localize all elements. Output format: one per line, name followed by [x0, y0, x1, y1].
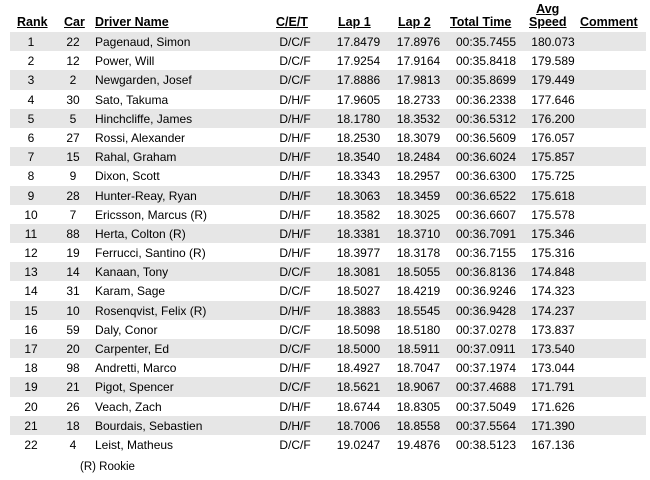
cell-total-time: 00:35.8699 [455, 73, 517, 88]
cell-lap2: 18.5055 [396, 265, 441, 280]
cell-car: 30 [66, 92, 80, 107]
cell-lap2: 18.3710 [396, 226, 441, 241]
cell-avg-speed: 173.540 [531, 342, 575, 356]
header-comment: Comment [580, 15, 638, 29]
cell-cet: D/C/F [279, 342, 311, 356]
cell-cet: D/H/F [279, 150, 311, 165]
cell-avg-speed: 171.390 [531, 418, 575, 433]
cell-cet: D/C/F [279, 265, 311, 280]
cell-rank: 10 [24, 207, 38, 222]
cell-car: 9 [69, 169, 77, 184]
cell-driver-name: Veach, Zach [95, 399, 162, 414]
cell-avg-speed: 173.044 [531, 361, 575, 376]
cell-driver-name: Bourdais, Sebastien [95, 418, 203, 433]
table-row [10, 166, 646, 185]
header-driver-name: Driver Name [95, 15, 169, 29]
cell-cet: D/H/F [279, 169, 311, 184]
cell-driver-name: Kanaan, Tony [95, 265, 169, 280]
cell-car: 5 [69, 111, 77, 126]
cell-cet: D/H/F [279, 361, 311, 376]
cell-car: 31 [66, 284, 80, 299]
table-body [10, 32, 646, 454]
cell-rank: 13 [24, 265, 38, 280]
cell-avg-speed: 175.725 [531, 169, 575, 184]
header-avg-speed-line2: Speed [529, 15, 567, 29]
table-row [10, 109, 646, 128]
cell-cet: D/H/F [279, 207, 311, 222]
header-rank: Rank [17, 15, 48, 29]
cell-lap2: 19.4876 [396, 437, 441, 452]
table-row [10, 416, 646, 435]
header-lap1: Lap 1 [338, 15, 371, 29]
table-row [10, 377, 646, 396]
cell-lap1: 17.9254 [336, 54, 381, 69]
table-row [10, 339, 646, 358]
cell-lap1: 18.3883 [336, 303, 381, 318]
cell-lap2: 17.8976 [396, 35, 441, 49]
cell-car: 59 [66, 322, 80, 337]
cell-driver-name: Rahal, Graham [95, 150, 177, 165]
cell-rank: 9 [27, 188, 35, 203]
cell-driver-name: Sato, Takuma [95, 92, 169, 107]
cell-driver-name: Ericsson, Marcus (R) [95, 207, 208, 222]
cell-total-time: 00:37.4688 [455, 380, 517, 395]
cell-lap1: 18.3977 [336, 246, 381, 261]
cell-driver-name: Pigot, Spencer [95, 380, 174, 395]
cell-rank: 5 [27, 111, 35, 126]
table-row [10, 243, 646, 262]
cell-cet: D/H/F [279, 418, 311, 433]
cell-driver-name: Herta, Colton (R) [95, 226, 186, 241]
cell-cet: D/C/F [279, 35, 311, 49]
table-row [10, 358, 646, 377]
table-row [10, 320, 646, 339]
cell-driver-name: Leist, Matheus [95, 437, 174, 452]
cell-car: 4 [69, 437, 77, 452]
cell-total-time: 00:36.5312 [455, 111, 517, 126]
cell-driver-name: Karam, Sage [95, 284, 166, 299]
cell-lap2: 18.3025 [396, 207, 441, 222]
cell-lap1: 18.3381 [336, 226, 381, 241]
cell-avg-speed: 174.323 [531, 284, 575, 299]
cell-rank: 18 [24, 361, 38, 376]
cell-car: 12 [66, 54, 80, 69]
cell-rank: 17 [24, 342, 38, 356]
table-header [10, 0, 646, 32]
cell-total-time: 00:37.1974 [455, 361, 517, 376]
cell-lap1: 18.3582 [336, 207, 381, 222]
cell-rank: 19 [24, 380, 38, 395]
cell-lap1: 18.6744 [336, 399, 381, 414]
cell-rank: 2 [27, 54, 35, 69]
cell-avg-speed: 175.316 [531, 246, 575, 261]
cell-lap2: 18.9067 [396, 380, 441, 395]
cell-rank: 14 [24, 284, 38, 299]
table-row [10, 301, 646, 320]
cell-avg-speed: 177.646 [531, 92, 575, 107]
cell-car: 27 [66, 130, 80, 145]
table-row [10, 397, 646, 416]
cell-lap2: 18.2957 [396, 169, 441, 184]
table-row [10, 70, 646, 89]
cell-cet: D/C/F [279, 322, 311, 337]
cell-lap2: 18.7047 [396, 361, 441, 376]
cell-lap2: 18.8558 [396, 418, 441, 433]
table-row [10, 32, 646, 51]
cell-lap2: 18.3079 [396, 130, 441, 145]
cell-lap1: 17.9605 [336, 92, 381, 107]
table-row [10, 224, 646, 243]
rookie-footnote: (R) Rookie [80, 461, 135, 473]
header-car: Car [64, 15, 85, 29]
table-row [10, 128, 646, 147]
cell-rank: 12 [24, 246, 38, 261]
cell-avg-speed: 175.857 [531, 150, 575, 165]
header-avg-speed-line1: Avg [536, 2, 560, 16]
cell-car: 15 [66, 150, 80, 165]
cell-rank: 22 [24, 437, 38, 452]
cell-avg-speed: 175.578 [531, 207, 575, 222]
cell-total-time: 00:36.5609 [455, 130, 517, 145]
cell-cet: D/H/F [279, 92, 311, 107]
cell-driver-name: Ferrucci, Santino (R) [95, 246, 206, 261]
cell-avg-speed: 180.073 [531, 35, 575, 49]
cell-cet: D/C/F [279, 284, 311, 299]
cell-cet: D/H/F [279, 246, 311, 261]
cell-lap1: 18.3540 [336, 150, 381, 165]
cell-total-time: 00:36.8136 [455, 265, 517, 280]
table-row [10, 90, 646, 109]
cell-car: 2 [69, 73, 77, 88]
cell-car: 88 [66, 226, 80, 241]
cell-car: 14 [66, 265, 80, 280]
cell-driver-name: Newgarden, Josef [95, 73, 192, 88]
cell-lap1: 18.1780 [336, 111, 381, 126]
cell-total-time: 00:37.5564 [455, 418, 517, 433]
table-row [10, 435, 646, 454]
cell-total-time: 00:37.0278 [455, 322, 517, 337]
cell-car: 18 [66, 418, 80, 433]
cell-lap1: 17.8886 [336, 73, 381, 88]
cell-lap2: 18.3178 [396, 246, 441, 261]
cell-lap2: 17.9813 [396, 73, 441, 88]
cell-car: 28 [66, 188, 80, 203]
cell-car: 19 [66, 246, 80, 261]
cell-rank: 20 [24, 399, 38, 414]
cell-total-time: 00:36.9246 [455, 284, 517, 299]
cell-driver-name: Rosenqvist, Felix (R) [95, 303, 207, 318]
cell-lap2: 18.8305 [396, 399, 441, 414]
cell-car: 21 [66, 380, 80, 395]
cell-lap1: 18.5621 [336, 380, 381, 395]
cell-cet: D/C/F [279, 437, 311, 452]
cell-lap2: 18.3532 [396, 111, 441, 126]
cell-lap1: 19.0247 [336, 437, 381, 452]
cell-driver-name: Andretti, Marco [95, 361, 177, 376]
cell-cet: D/H/F [279, 130, 311, 145]
cell-avg-speed: 179.449 [531, 73, 575, 88]
cell-car: 22 [66, 35, 80, 49]
cell-car: 20 [66, 342, 80, 356]
cell-rank: 3 [27, 73, 35, 88]
cell-rank: 1 [27, 35, 35, 49]
cell-rank: 11 [24, 226, 38, 241]
cell-lap1: 18.3081 [336, 265, 381, 280]
cell-avg-speed: 179.589 [531, 54, 575, 69]
cell-lap1: 18.5027 [336, 284, 381, 299]
cell-lap2: 18.5545 [396, 303, 441, 318]
cell-car: 26 [66, 399, 80, 414]
cell-total-time: 00:36.2338 [455, 92, 517, 107]
cell-cet: D/H/F [279, 226, 311, 241]
header-avg-speed [529, 3, 567, 29]
cell-lap2: 18.3459 [396, 188, 441, 203]
cell-car: 98 [66, 361, 80, 376]
cell-lap1: 18.2530 [336, 130, 381, 145]
table-row [10, 205, 646, 224]
cell-lap1: 18.3343 [336, 169, 381, 184]
cell-car: 10 [66, 303, 80, 318]
cell-avg-speed: 171.791 [531, 380, 575, 395]
cell-car: 7 [69, 207, 77, 222]
cell-lap1: 18.4927 [336, 361, 381, 376]
cell-total-time: 00:36.6024 [455, 150, 517, 165]
cell-rank: 6 [27, 130, 35, 145]
cell-cet: D/H/F [279, 188, 311, 203]
cell-cet: D/H/F [279, 303, 311, 318]
cell-avg-speed: 176.057 [531, 130, 575, 145]
cell-cet: D/C/F [279, 54, 311, 69]
table-row [10, 186, 646, 205]
cell-cet: D/H/F [279, 399, 311, 414]
cell-lap1: 17.8479 [336, 35, 381, 49]
cell-driver-name: Carpenter, Ed [95, 342, 170, 356]
cell-avg-speed: 174.848 [531, 265, 575, 280]
cell-driver-name: Hunter-Reay, Ryan [95, 188, 197, 203]
cell-total-time: 00:36.6522 [455, 188, 517, 203]
cell-driver-name: Daly, Conor [95, 322, 158, 337]
cell-rank: 16 [24, 322, 38, 337]
cell-lap1: 18.5098 [336, 322, 381, 337]
cell-driver-name: Power, Will [95, 54, 155, 69]
cell-lap1: 18.5000 [336, 342, 381, 356]
cell-total-time: 00:37.5049 [455, 399, 517, 414]
cell-avg-speed: 174.237 [531, 303, 575, 318]
cell-avg-speed: 173.837 [531, 322, 575, 337]
cell-cet: D/C/F [279, 380, 311, 395]
cell-rank: 7 [27, 150, 35, 165]
table-row [10, 147, 646, 166]
cell-total-time: 00:35.8418 [455, 54, 517, 69]
table-row [10, 51, 646, 70]
cell-cet: D/H/F [279, 111, 311, 126]
cell-lap1: 18.3063 [336, 188, 381, 203]
cell-total-time: 00:35.7455 [455, 35, 517, 49]
cell-avg-speed: 171.626 [531, 399, 575, 414]
cell-total-time: 00:36.6607 [455, 207, 517, 222]
cell-total-time: 00:36.6300 [455, 169, 517, 184]
cell-rank: 21 [24, 418, 38, 433]
cell-avg-speed: 176.200 [531, 111, 575, 126]
cell-lap2: 18.5911 [397, 342, 440, 356]
cell-lap2: 18.4219 [396, 284, 441, 299]
cell-rank: 4 [27, 92, 35, 107]
cell-lap2: 18.2484 [396, 150, 441, 165]
table-row [10, 281, 646, 300]
results-table [10, 0, 646, 454]
table-row [10, 262, 646, 281]
cell-driver-name: Rossi, Alexander [95, 130, 186, 145]
cell-rank: 15 [24, 303, 38, 318]
cell-driver-name: Dixon, Scott [95, 169, 160, 184]
header-lap2: Lap 2 [398, 15, 431, 29]
header-cet: C/E/T [276, 15, 308, 29]
cell-driver-name: Pagenaud, Simon [95, 35, 191, 49]
cell-avg-speed: 175.346 [531, 226, 575, 241]
cell-total-time: 00:38.5123 [455, 437, 517, 452]
cell-cet: D/C/F [279, 73, 311, 88]
header-total-time: Total Time [450, 15, 512, 29]
cell-total-time: 00:36.7091 [455, 226, 517, 241]
cell-lap2: 18.2733 [396, 92, 441, 107]
cell-total-time: 00:36.9428 [455, 303, 517, 318]
cell-avg-speed: 175.618 [531, 188, 575, 203]
cell-avg-speed: 167.136 [531, 437, 575, 452]
cell-lap2: 18.5180 [396, 322, 441, 337]
cell-driver-name: Hinchcliffe, James [95, 111, 193, 126]
cell-lap2: 17.9164 [396, 54, 441, 69]
cell-total-time: 00:37.0911 [456, 342, 516, 356]
cell-rank: 8 [27, 169, 35, 184]
cell-total-time: 00:36.7155 [455, 246, 517, 261]
cell-lap1: 18.7006 [336, 418, 381, 433]
